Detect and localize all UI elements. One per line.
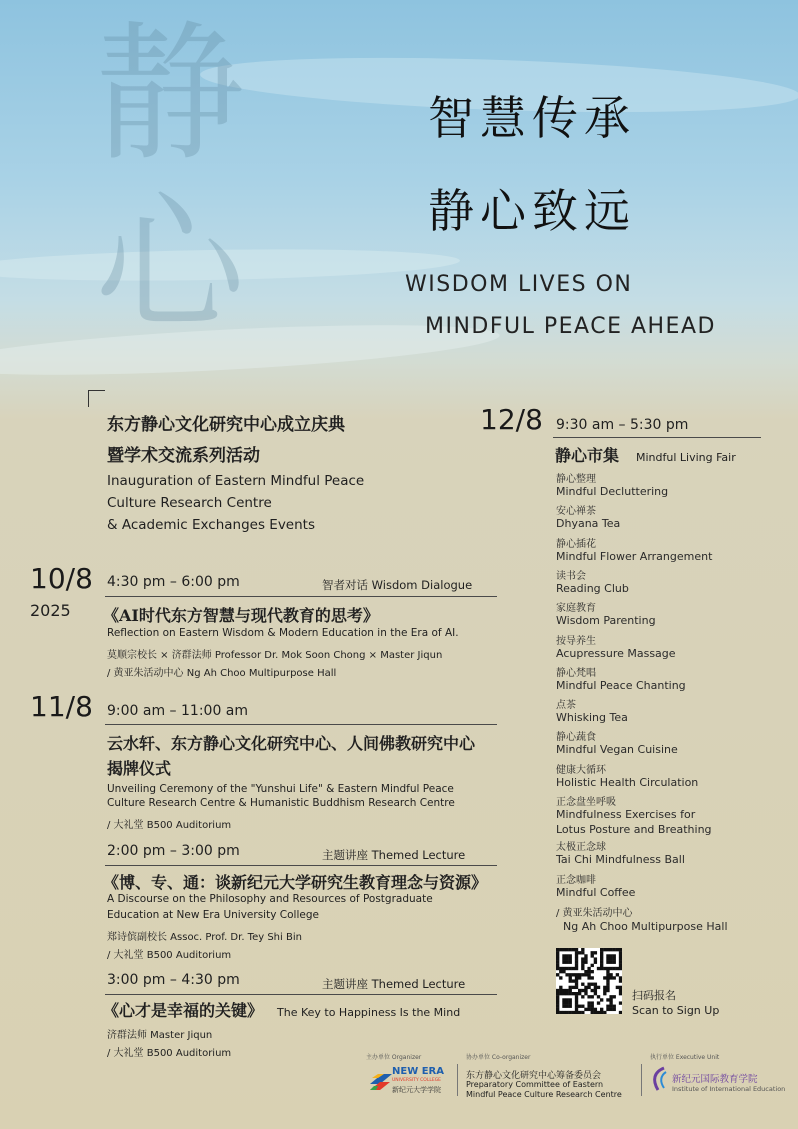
fair-item-zh: 读书会 — [556, 570, 586, 582]
day2-s2-time: 2:00 pm – 3:00 pm — [107, 843, 240, 859]
fair-item-zh: 点茶 — [556, 700, 576, 712]
title-zh-line1: 智慧传承 — [428, 91, 636, 145]
fair-item-en-line2: Lotus Posture and Breathing — [556, 823, 712, 837]
day2-s3-venue: / 大礼堂 B500 Auditorium — [107, 1048, 232, 1059]
fair-item-en: Acupressure Massage — [556, 646, 676, 660]
fair-item-zh: 按导养生 — [556, 635, 596, 647]
day1-divider — [105, 596, 497, 597]
day2-s3-title-zh: 《心才是幸福的关键》 — [103, 1001, 264, 1020]
exec-unit-label: 执行单位 Executive Unit — [650, 1054, 720, 1061]
qr-code[interactable] — [556, 948, 622, 1014]
day1-time: 4:30 pm – 6:00 pm — [107, 574, 240, 590]
footer-divider-2 — [641, 1064, 642, 1096]
day1-speakers: 莫顺宗校长 × 济群法师 Professor Dr. Mok Soon Chong × Master Jiqun — [107, 650, 443, 661]
day3-fair-en: Mindful Living Fair — [636, 451, 736, 464]
fair-item-en: Whisking Tea — [556, 711, 628, 725]
coorganizer-zh: 东方静心文化研究中心筹备委员会 — [466, 1071, 602, 1081]
day2-s3-title-en: The Key to Happiness Is the Mind — [277, 1006, 461, 1019]
qr-code-graphic — [556, 948, 622, 1014]
fair-item-en: Mindfulness Exercises for — [556, 808, 696, 821]
fair-item-zh: 正念咖啡 — [556, 874, 596, 886]
organizer-sub: UNIVERSITY COLLEGE — [392, 1078, 442, 1083]
fair-item-zh: 健康大循环 — [556, 764, 606, 776]
organizer-label: 主办单位 Organizer — [366, 1054, 422, 1061]
day2-s3-speaker: 济群法师 Master Jiqun — [107, 1030, 213, 1041]
fair-item-en: Mindful Vegan Cuisine — [556, 743, 678, 757]
fair-item-zh: 静心插花 — [556, 538, 596, 550]
intro-en-line2: Culture Research Centre — [107, 495, 272, 511]
intro-zh-line1: 东方静心文化研究中心成立庆典 — [107, 415, 345, 435]
day3-divider — [553, 437, 761, 438]
day2-s1-title-en-1: Unveiling Ceremony of the "Yunshui Life" & Eastern Mindful Peace — [107, 783, 454, 795]
coorganizer-en-2: Mindful Peace Culture Research Centre — [466, 1090, 622, 1099]
day3-fair-zh: 静心市集 — [555, 446, 620, 465]
institute-logo-icon — [650, 1066, 670, 1092]
day1-category: 智者对话 Wisdom Dialogue — [322, 578, 473, 592]
fair-item-en: Dhyana Tea — [556, 517, 621, 531]
day2-s1-title-en-2: Culture Research Centre & Humanistic Buddhism Research Centre — [107, 797, 455, 809]
day2-s3-category: 主题讲座 Themed Lecture — [322, 977, 466, 991]
day2-s2-title-en-1: A Discourse on the Philosophy and Resources of Postgraduate — [107, 893, 433, 905]
intro-zh-line2: 暨学术交流系列活动 — [107, 446, 260, 466]
fair-item-en: Reading Club — [556, 581, 629, 595]
fair-item-zh: 安心禅茶 — [556, 506, 596, 518]
fair-item-zh: 家庭教育 — [556, 603, 596, 615]
day1-title-zh: 《AI时代东方智慧与现代教育的思考》 — [103, 606, 379, 625]
fair-item-en: Mindful Coffee — [556, 885, 636, 899]
organizer-logo — [368, 1064, 448, 1098]
coorganizer-label: 协办单位 Co-organizer — [466, 1054, 531, 1061]
fair-item-en: Wisdom Parenting — [556, 614, 656, 628]
day2-s1-title-zh-1: 云水轩、东方静心文化研究中心、人间佛教研究中心 — [107, 734, 476, 753]
day1-year: 2025 — [30, 601, 71, 620]
day3-date: 12/8 — [480, 403, 543, 436]
day1-title-en: Reflection on Eastern Wisdom & Modern Education in the Era of AI. — [107, 627, 459, 639]
fair-item-en: Holistic Health Circulation — [556, 775, 699, 789]
fair-item-zh: 正念盘坐呼吸 — [556, 797, 616, 808]
title-en-line1: WISDOM LIVES ON — [405, 272, 633, 297]
day2-s3-divider — [105, 994, 497, 995]
day2-s1-time: 9:00 am – 11:00 am — [107, 703, 249, 719]
day1-date: 10/8 — [30, 562, 93, 595]
day2-s2-category: 主题讲座 Themed Lecture — [322, 848, 466, 862]
fair-item-en: Mindful Flower Arrangement — [556, 549, 713, 563]
exec-unit-zh: 新纪元国际教育学院 — [672, 1074, 758, 1085]
exec-unit-en: Institute of International Education — [672, 1085, 786, 1093]
fair-item-zh: 静心梵唱 — [556, 667, 596, 679]
day2-s2-venue: / 大礼堂 B500 Auditorium — [107, 950, 232, 961]
day2-date: 11/8 — [30, 690, 93, 723]
fair-item-zh: 静心蔬食 — [556, 732, 596, 744]
corner-bracket — [88, 390, 105, 407]
intro-en-line3: & Academic Exchanges Events — [107, 517, 315, 533]
day2-s2-title-en-2: Education at New Era University College — [107, 909, 319, 921]
day2-s3-time: 3:00 pm – 4:30 pm — [107, 972, 240, 988]
day2-s2-title-zh: 《博、专、通：谈新纪元大学研究生教育理念与资源》 — [103, 873, 488, 892]
day2-s1-title-zh-2: 揭牌仪式 — [107, 759, 172, 778]
title-en-line2: MINDFUL PEACE AHEAD — [425, 314, 716, 339]
day3-time: 9:30 am – 5:30 pm — [556, 417, 689, 433]
background-calligraphy-text: 静心 — [95, 8, 246, 352]
day2-s2-speaker: 郑诗傧副校长 Assoc. Prof. Dr. Tey Shi Bin — [107, 932, 302, 943]
qr-label-en: Scan to Sign Up — [632, 1004, 720, 1017]
fair-item-en: Mindful Decluttering — [556, 485, 669, 498]
fair-item-en: Mindful Peace Chanting — [556, 678, 686, 692]
fair-item-zh: 静心整理 — [556, 474, 596, 485]
title-zh-line2: 静心致远 — [428, 184, 636, 238]
day3-venue-en: Ng Ah Choo Multipurpose Hall — [563, 920, 728, 933]
day2-s2-divider — [105, 865, 497, 866]
coorganizer-en-1: Preparatory Committee of Eastern — [466, 1080, 604, 1089]
fair-item-en: Tai Chi Mindfulness Ball — [556, 853, 685, 867]
background-calligraphy — [95, 10, 275, 350]
intro-en-line1: Inauguration of Eastern Mindful Peace — [107, 473, 365, 489]
footer-divider-1 — [457, 1064, 458, 1096]
fair-item-zh: 太极正念球 — [556, 842, 606, 854]
organizer-zh: 新纪元大学学院 — [392, 1086, 441, 1094]
new-era-logo-icon — [368, 1070, 394, 1092]
day2-s1-venue: / 大礼堂 B500 Auditorium — [107, 820, 232, 831]
day2-s1-divider — [105, 724, 497, 725]
day1-venue: / 黄亚朱活动中心 Ng Ah Choo Multipurpose Hall — [107, 668, 337, 679]
organizer-name: NEW ERA — [392, 1066, 444, 1077]
day3-venue-zh: / 黄亚朱活动中心 — [556, 908, 633, 919]
qr-label-zh: 扫码报名 — [632, 989, 676, 1002]
